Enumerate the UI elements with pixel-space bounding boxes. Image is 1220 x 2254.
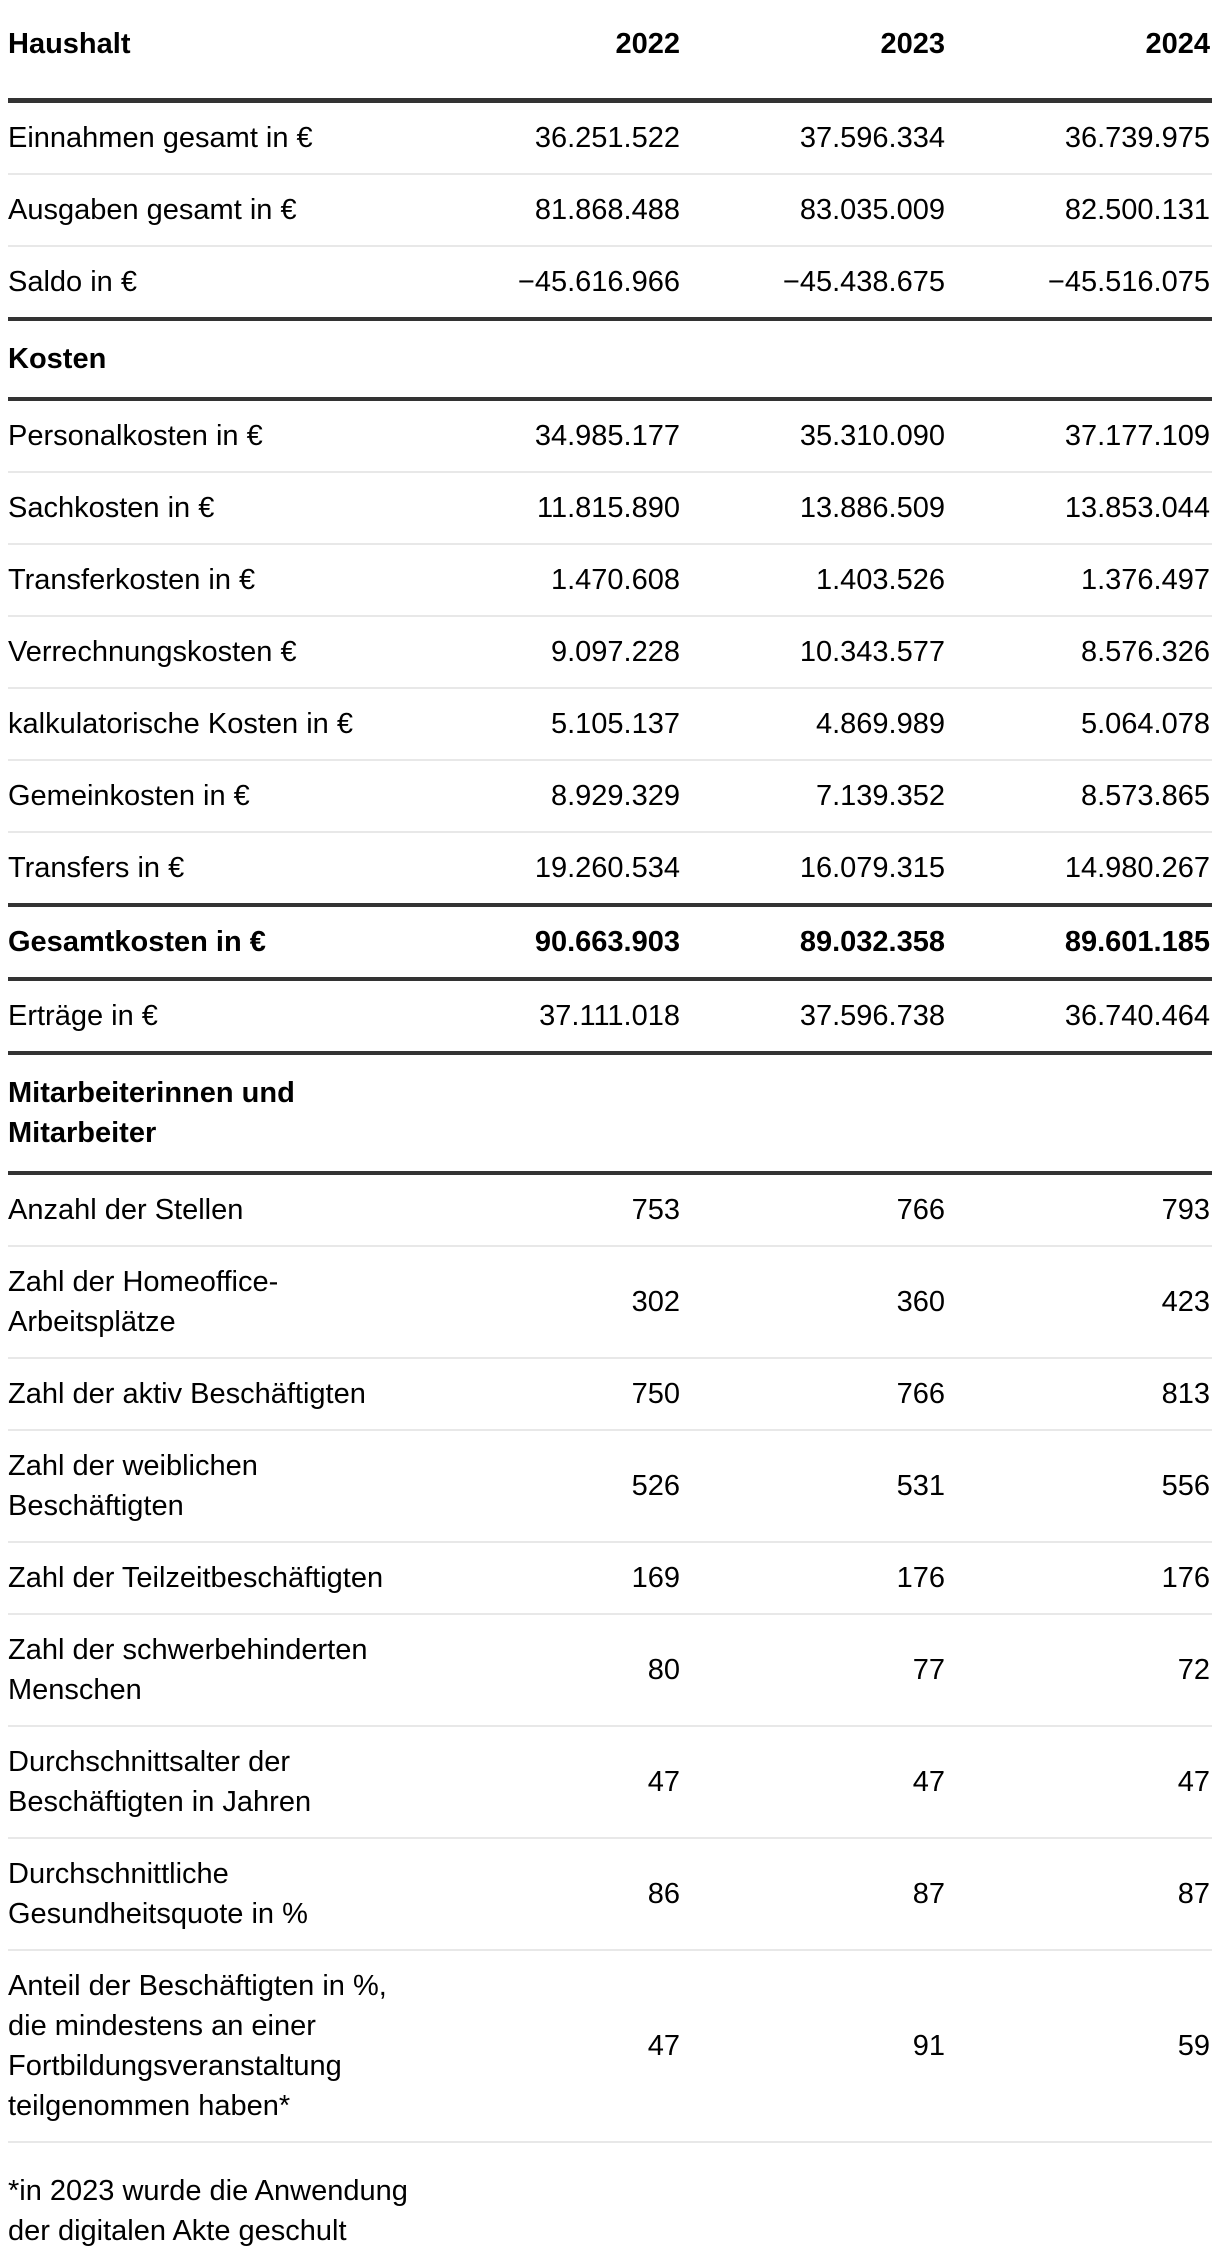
row-label: Transferkosten in € bbox=[8, 564, 256, 596]
table-row bbox=[0, 1247, 1220, 1357]
cell-2024: 556 bbox=[1161, 1470, 1210, 1502]
row-label: Ausgaben gesamt in € bbox=[8, 194, 297, 226]
cell-2023: −45.438.675 bbox=[782, 266, 945, 298]
cell-2022: 5.105.137 bbox=[550, 708, 680, 740]
table-row bbox=[0, 833, 1220, 903]
section-header-kosten bbox=[0, 321, 1220, 397]
cell-2024: 36.740.464 bbox=[1064, 1000, 1210, 1032]
cell-2022: 90.663.903 bbox=[534, 926, 680, 958]
cell-2022: 47 bbox=[647, 1766, 680, 1798]
row-label: Anzahl der Stellen bbox=[8, 1194, 244, 1226]
row-label: Durchschnittliche Gesundheitsquote in % bbox=[8, 1858, 308, 1930]
cell-2023: 4.869.989 bbox=[815, 708, 945, 740]
row-label: Gemeinkosten in € bbox=[8, 780, 250, 812]
cell-2024: 5.064.078 bbox=[1080, 708, 1210, 740]
cell-2024: 176 bbox=[1161, 1562, 1210, 1594]
row-label: Durchschnittsalter der Beschäftigten in Jahren bbox=[8, 1746, 312, 1818]
table-header-row bbox=[0, 24, 1220, 98]
cell-2022: 8.929.329 bbox=[550, 780, 680, 812]
table-row bbox=[0, 1175, 1220, 1245]
row-label: Zahl der Teilzeitbeschäftigten bbox=[8, 1562, 384, 1594]
cell-2022: 11.815.890 bbox=[537, 492, 680, 524]
section-title: Kosten bbox=[8, 343, 107, 375]
cell-2022: 86 bbox=[647, 1878, 680, 1910]
cell-2023: 7.139.352 bbox=[815, 780, 945, 812]
table-row bbox=[0, 1543, 1220, 1613]
table-row bbox=[0, 1951, 1220, 2141]
cell-2024: 14.980.267 bbox=[1064, 852, 1210, 884]
row-label: Gesamtkosten in € bbox=[8, 926, 266, 958]
cell-2022: 526 bbox=[631, 1470, 680, 1502]
row-label: Personalkosten in € bbox=[8, 420, 263, 452]
cell-2022: 19.260.534 bbox=[534, 852, 680, 884]
table-row bbox=[0, 103, 1220, 173]
cell-2024: −45.516.075 bbox=[1047, 266, 1210, 298]
cell-2024: 72 bbox=[1177, 1654, 1210, 1686]
table-row bbox=[0, 689, 1220, 759]
cell-2024: 36.739.975 bbox=[1064, 122, 1210, 154]
row-label: Einnahmen gesamt in € bbox=[8, 122, 313, 154]
cell-2023: 35.310.090 bbox=[799, 420, 945, 452]
table-row bbox=[0, 1359, 1220, 1429]
table-row bbox=[0, 761, 1220, 831]
cell-2023: 766 bbox=[896, 1378, 945, 1410]
cell-2022: 1.470.608 bbox=[550, 564, 680, 596]
table-row bbox=[0, 617, 1220, 687]
cell-2022: 80 bbox=[647, 1654, 680, 1686]
row-label: Zahl der aktiv Beschäftigten bbox=[8, 1378, 366, 1410]
cell-2023: 13.886.509 bbox=[799, 492, 945, 524]
cell-2023: 531 bbox=[896, 1470, 945, 1502]
cell-2024: 423 bbox=[1161, 1286, 1210, 1318]
table-row bbox=[0, 175, 1220, 245]
cell-2023: 10.343.577 bbox=[799, 636, 945, 668]
cell-2022: 302 bbox=[631, 1286, 680, 1318]
table-row bbox=[0, 545, 1220, 615]
cell-2022: 34.985.177 bbox=[534, 420, 680, 452]
table-row-total bbox=[0, 907, 1220, 977]
cell-2022: 169 bbox=[631, 1562, 680, 1594]
section-title: Mitarbeiterinnen und Mitarbeiter bbox=[8, 1077, 295, 1149]
cell-2023: 91 bbox=[912, 2030, 945, 2062]
table-row bbox=[0, 1615, 1220, 1725]
cell-2022: 36.251.522 bbox=[534, 122, 680, 154]
cell-2024: 8.576.326 bbox=[1080, 636, 1210, 668]
cell-2022: 81.868.488 bbox=[534, 194, 680, 226]
row-label: Anteil der Beschäftigten in %, die mindestens an einer Fortbildungsveranstaltung teilgenommen haben* bbox=[8, 1970, 387, 2122]
cell-2023: 37.596.334 bbox=[799, 122, 945, 154]
cell-2024: 89.601.185 bbox=[1064, 926, 1210, 958]
cell-2023: 176 bbox=[896, 1562, 945, 1594]
cell-2022: 37.111.018 bbox=[539, 1000, 680, 1032]
cell-2024: 47 bbox=[1177, 1766, 1210, 1798]
cell-2024: 59 bbox=[1177, 2030, 1210, 2062]
column-header-2023: 2023 bbox=[880, 28, 945, 60]
row-label: Sachkosten in € bbox=[8, 492, 215, 524]
section-header-mitarbeiter bbox=[0, 1055, 1220, 1171]
table-row bbox=[0, 1839, 1220, 1949]
cell-2023: 360 bbox=[896, 1286, 945, 1318]
row-label: Zahl der weiblichen Beschäftigten bbox=[8, 1450, 258, 1522]
cell-2024: 813 bbox=[1161, 1378, 1210, 1410]
column-header-2024: 2024 bbox=[1145, 28, 1210, 60]
table-row bbox=[0, 247, 1220, 317]
cell-2022: 9.097.228 bbox=[550, 636, 680, 668]
cell-2023: 87 bbox=[912, 1878, 945, 1910]
cell-2023: 47 bbox=[912, 1766, 945, 1798]
row-label: Zahl der schwerbehinderten Menschen bbox=[8, 1634, 368, 1706]
table-row bbox=[0, 1727, 1220, 1837]
cell-2022: −45.616.966 bbox=[517, 266, 680, 298]
cell-2023: 766 bbox=[896, 1194, 945, 1226]
cell-2022: 47 bbox=[647, 2030, 680, 2062]
row-label: Verrechnungskosten € bbox=[8, 636, 297, 668]
cell-2024: 37.177.109 bbox=[1064, 420, 1210, 452]
column-header-haushalt: Haushalt bbox=[8, 28, 131, 60]
cell-2022: 753 bbox=[631, 1194, 680, 1226]
row-label: Saldo in € bbox=[8, 266, 137, 298]
cell-2023: 37.596.738 bbox=[799, 1000, 945, 1032]
cell-2023: 16.079.315 bbox=[799, 852, 945, 884]
table-row bbox=[0, 401, 1220, 471]
cell-2023: 77 bbox=[912, 1654, 945, 1686]
cell-2023: 1.403.526 bbox=[815, 564, 945, 596]
row-label: Zahl der Homeoffice-Arbeitsplätze bbox=[8, 1266, 279, 1338]
cell-2024: 13.853.044 bbox=[1064, 492, 1210, 524]
table-row bbox=[0, 1431, 1220, 1541]
footnote-separator bbox=[8, 2141, 1212, 2143]
table-row bbox=[0, 981, 1220, 1051]
cell-2022: 750 bbox=[631, 1378, 680, 1410]
row-label: Erträge in € bbox=[8, 1000, 158, 1032]
cell-2024: 82.500.131 bbox=[1064, 194, 1210, 226]
row-label: Transfers in € bbox=[8, 852, 185, 884]
cell-2024: 793 bbox=[1161, 1194, 1210, 1226]
footnote: *in 2023 wurde die Anwendung der digitalen Akte geschult bbox=[8, 2175, 408, 2247]
cell-2023: 83.035.009 bbox=[799, 194, 945, 226]
row-label: kalkulatorische Kosten in € bbox=[8, 708, 353, 740]
column-header-2022: 2022 bbox=[615, 28, 680, 60]
cell-2024: 87 bbox=[1177, 1878, 1210, 1910]
cell-2024: 1.376.497 bbox=[1080, 564, 1210, 596]
cell-2024: 8.573.865 bbox=[1080, 780, 1210, 812]
cell-2023: 89.032.358 bbox=[799, 926, 945, 958]
table-row bbox=[0, 473, 1220, 543]
